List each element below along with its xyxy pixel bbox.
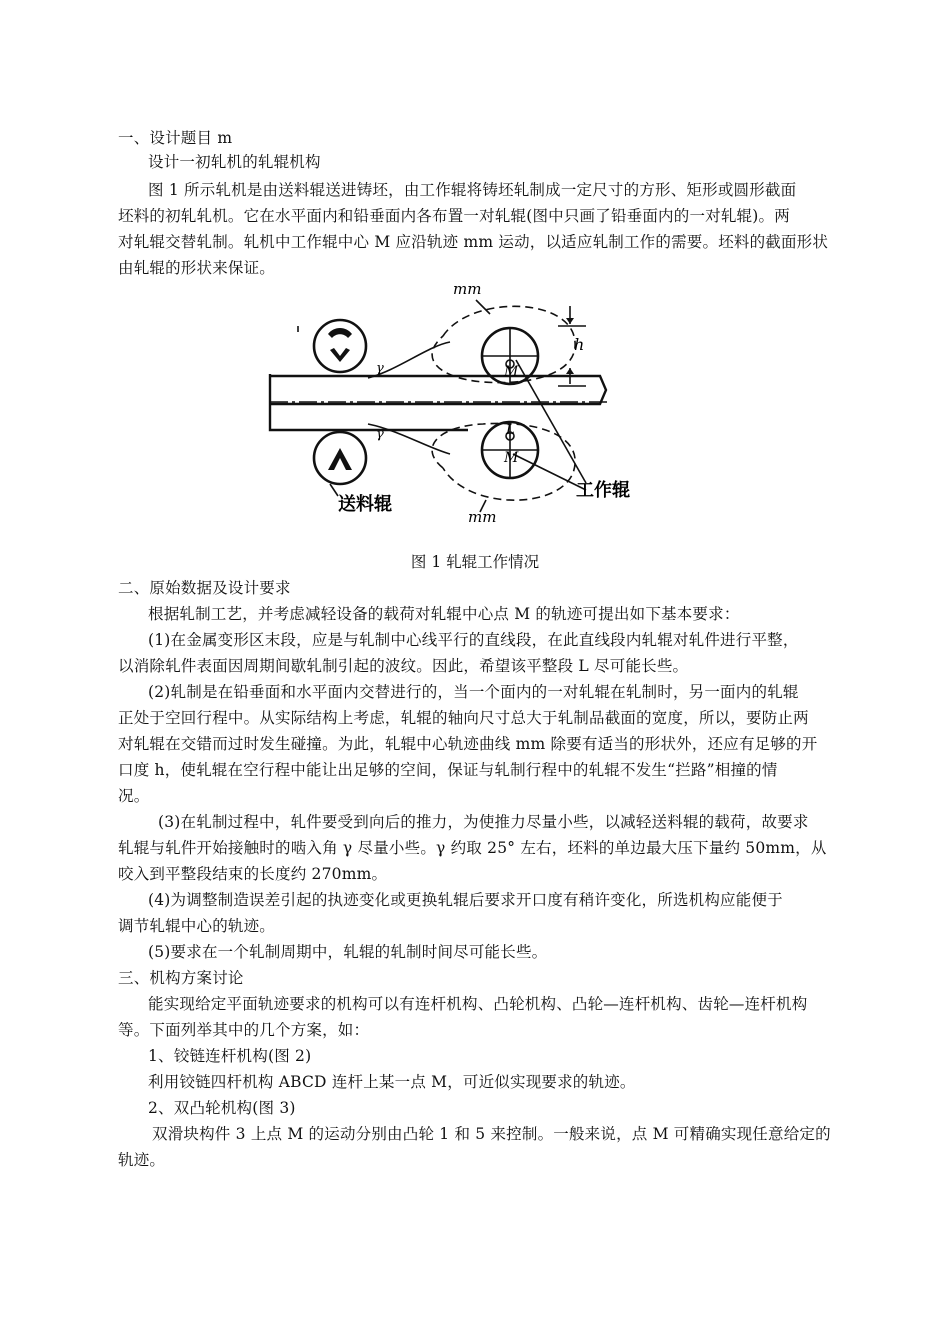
label-m-bottom: M [504, 450, 519, 466]
label-h: h [574, 335, 585, 354]
paragraph-line: 况。 [118, 787, 150, 805]
requirement-1: (1)在金属变形区末段，应是与轧制中心线平行的直线段，在此直线段内轧辊对轧件进行平整， [148, 631, 799, 649]
figure-1-rolling-diagram [268, 278, 648, 528]
label-mm-bottom: mm [468, 508, 497, 526]
requirement-4: (4)为调整制造误差引起的执迹变化或更换轧辊后要求开口度有稍许变化，所选机构应能便于 [148, 891, 783, 909]
paragraph-line: 利用铰链四杆机构 ABCD 连杆上某一点 M，可近似实现要求的轨迹。 [148, 1073, 636, 1091]
requirement-5: (5)要求在一个轧制周期中，轧辊的轧制时间尽可能长些。 [148, 943, 548, 961]
label-mm-top: mm [453, 280, 482, 298]
paragraph-line: 对轧辊在交错而过时发生碰撞。为此，轧辊中心轨迹曲线 mm 除要有适当的形状外，还应有足够的开 [118, 735, 818, 753]
label-l: L [506, 423, 515, 438]
paragraph-line: 坯料的初轧轧机。它在水平面内和铅垂面内各布置一对轧辊(图中只画了铅垂面内的一对轧辊)。两 [118, 207, 790, 225]
paragraph-line: 图 1 所示轧机是由送料辊送进铸坯，由工作辊将铸坯轧制成一定尺寸的方形、矩形或圆形截面 [148, 181, 797, 199]
paragraph-line: 口度 h，使轧辊在空行程中能让出足够的空间，保证与轧制行程中的轧辊不发生“拦路”相撞的情 [118, 761, 778, 779]
label-work-roll: 工作辊 [576, 480, 630, 501]
paragraph-line: 轧辊与轧件开始接触时的啮入角 γ 尽量小些。γ 约取 25° 左右，坯料的单边最大压下量约 50mm，从 [118, 839, 827, 857]
paragraph-line: 以消除轧件表面因周期间歇轧制引起的波纹。因此，希望该平整段 L 尽可能长些。 [118, 657, 689, 675]
label-m-top: M [504, 364, 519, 380]
paragraph-line: 双滑块构件 3 上点 M 的运动分别由凸轮 1 和 5 来控制。一般来说，点 M 可精确实现任意给定的 [152, 1125, 831, 1143]
paragraph-line: 根据轧制工艺，并考虑减轻设备的载荷对轧辊中心点 M 的轨迹可提出如下基本要求： [148, 605, 740, 623]
paragraph-line: 咬入到平整段结束的长度约 270mm。 [118, 865, 388, 883]
label-gamma-top: γ [376, 361, 384, 376]
section-2-heading: 二、原始数据及设计要求 [118, 579, 291, 597]
requirement-3: (3)在轧制过程中，轧件要受到向后的推力，为使推力尽量小些，以减轻送料辊的载荷，故要求 [158, 813, 809, 831]
paragraph-line: 等。下面列举其中的几个方案，如： [118, 1021, 370, 1039]
paragraph-line: 正处于空回行程中。从实际结构上考虑，轧辊的轴向尺寸总大于轧制品截面的宽度，所以，要防止两 [118, 709, 809, 727]
paragraph-line: 调节轧辊中心的轨迹。 [118, 917, 276, 935]
design-title: 设计一初轧机的轧辊机构 [148, 153, 321, 171]
label-feed-roll: 送料辊 [338, 494, 392, 515]
option-2-title: 2、双凸轮机构(图 3) [148, 1099, 296, 1117]
paragraph-line: 轨迹。 [118, 1151, 166, 1169]
label-gamma-bottom: γ [376, 427, 384, 442]
option-1-title: 1、铰链连杆机构(图 2) [148, 1047, 312, 1065]
paragraph-line: 能实现给定平面轨迹要求的机构可以有连杆机构、凸轮机构、凸轮—连杆机构、齿轮—连杆机构 [148, 995, 808, 1013]
section-3-heading: 三、机构方案讨论 [118, 969, 244, 987]
paragraph-line: 由轧辊的形状来保证。 [118, 259, 276, 277]
requirement-2: (2)轧制是在铅垂面和水平面内交替进行的，当一个面内的一对轧辊在轧制时，另一面内的轧辊 [148, 683, 799, 701]
paragraph-line: 对轧辊交替轧制。轧机中工作辊中心 M 应沿轨迹 mm 运动，以适应轧制工作的需要。坯料的截面形状 [118, 233, 829, 251]
section-1-heading: 一、设计题目 m [118, 129, 233, 147]
figure-1-caption: 图 1 轧辊工作情况 [410, 553, 540, 571]
